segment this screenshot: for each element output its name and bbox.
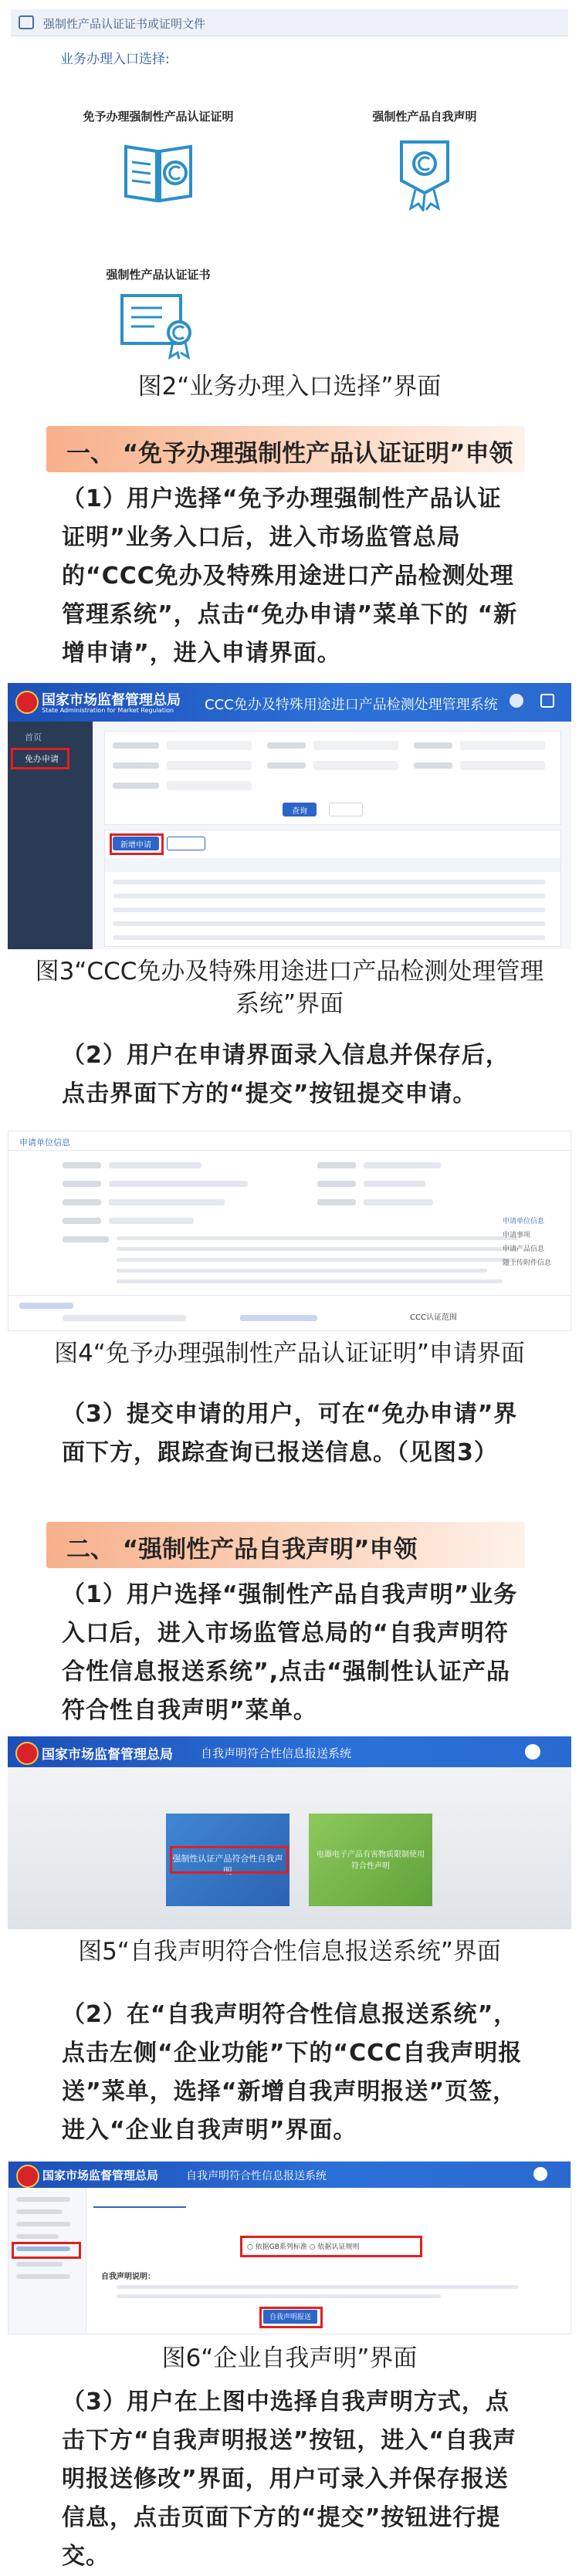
side-tab-applicant[interactable]: 申请单位信息	[503, 1218, 545, 1225]
section2-step2: （2）在“自我声明符合性信息报送系统”，点击左侧“企业功能”下的“CCC自我声明报送”菜单，选择“新增自我声明报送”页签，进入“企业自我声明”界面。	[62, 2001, 523, 2144]
fig6-org-name: 国家市场监督管理总局	[42, 2169, 159, 2182]
section2-header	[46, 1522, 525, 1568]
fig6-caption: 图6“企业自我声明”界面	[161, 2344, 418, 2372]
fig3-search-form	[104, 731, 561, 825]
fig5-hero	[8, 1767, 571, 1929]
fig3-org-name: 国家市场监督管理总局	[42, 692, 181, 708]
emblem-icon	[15, 1742, 39, 1765]
fig5-screenshot	[8, 1736, 571, 1929]
certificate-ccc-icon	[117, 291, 202, 360]
entry-label-self: 强制性产品自我声明	[372, 110, 477, 123]
fig6-topbar	[8, 2162, 571, 2188]
fig3-add-button[interactable]: 新增申请	[113, 837, 159, 850]
fig3-topbar	[8, 683, 571, 722]
fig6-note-label: 自我声明说明：	[101, 2273, 155, 2281]
fig4-side-tabs	[503, 1215, 569, 1292]
fig3-system-title: CCC免办及特殊用途进口产品检测处理管理系统	[205, 697, 498, 713]
table-row	[113, 921, 545, 926]
fig4-screenshot	[8, 1131, 571, 1331]
emblem-icon	[16, 2165, 39, 2188]
section2-step1: （1）用户选择“强制性产品自我声明”业务入口后，进入市场监管总局的“自我声明符合性信息报送系统”,点击“强制性认证产品符合性自我声明”菜单。	[62, 1581, 518, 1724]
section1-step3: （3）提交申请的用户，可在“免办申请”界面下方，跟踪查询已报送信息。（见图3）	[62, 1401, 518, 1466]
fig3-table-header	[105, 858, 560, 872]
emblem-icon	[15, 691, 39, 714]
fig6-option-text: ○ 依据GB系列标准 ○ 依据认证规则	[247, 2243, 360, 2251]
side-tab-product[interactable]: 申请产品信息	[503, 1246, 545, 1253]
fig6-system-title: 自我声明符合性信息报送系统	[186, 2170, 327, 2182]
section2-step3: （3）用户在上图中选择自我声明方式，点击下方“自我声明报送”按钮，进入“自我声明报送修改”界面，用户可录入并保存报送信息，点击页面下方的“提交”按钮进行提交。	[62, 2388, 517, 2570]
fig5-system-title: 自我声明符合性信息报送系统	[201, 1746, 352, 1760]
fig4-section-label: 申请单位信息	[19, 1138, 70, 1148]
fig6-highlight-submit	[259, 2307, 323, 2328]
fig3-highlight-add	[110, 833, 164, 855]
entry-self-declaration[interactable]	[340, 108, 510, 232]
table-row	[113, 908, 545, 912]
entry-label-exempt: 免予办理强制性产品认证证明	[83, 110, 234, 123]
fig5-tile-left-label: 强制性认证产品符合性自我声明	[172, 1854, 283, 1876]
section1-title: 一、 “免予办理强制性产品认证证明”申领	[66, 440, 513, 468]
fig6-submit-button[interactable]: 自我声明报送	[263, 2310, 317, 2324]
fig6-highlight-menu	[12, 2242, 81, 2259]
fig3-screenshot	[8, 683, 571, 949]
entry-label: 业务办理入口选择:	[60, 52, 170, 67]
fig3-caption: 图3“CCC免办及特殊用途进口产品检测处理管理系统”界面	[35, 958, 544, 1018]
fig5-topbar	[8, 1736, 571, 1767]
table-row	[113, 880, 545, 884]
fig3-org-name-en: State Administration for Market Regulation	[42, 707, 174, 714]
entry-ccc-certificate[interactable]	[62, 266, 255, 367]
book-ccc-icon	[120, 136, 197, 205]
fig3-reset-button[interactable]	[329, 803, 363, 816]
fig4-caption: 图4“免予办理强制性产品认证证明”申请界面	[54, 1340, 525, 1367]
sidebar-item-exempt[interactable]: 免办申请	[25, 754, 59, 764]
logout-icon[interactable]	[540, 694, 554, 708]
entry-label-cert: 强制性产品认证证书	[106, 268, 211, 282]
fig5-highlight-tile	[170, 1846, 289, 1874]
fig5-caption: 图5“自我声明符合性信息报送系统”界面	[78, 1938, 501, 1966]
user-icon[interactable]	[510, 694, 523, 708]
fig3-export-button[interactable]	[167, 837, 205, 850]
section1-step2: （2）用户在申请界面录入信息并保存后，点击界面下方的“提交”按钮提交申请。	[62, 1042, 510, 1107]
table-row	[113, 935, 545, 940]
fig5-tile-right-label: 电器电子产品有害物质限制使用符合性声明	[317, 1851, 425, 1871]
fig3-sidebar	[8, 722, 93, 949]
user-avatar[interactable]	[525, 1744, 540, 1760]
fig3-highlight-menu	[11, 748, 69, 769]
side-tab-matters[interactable]: 申请事项	[503, 1232, 531, 1239]
doc-header	[11, 9, 568, 36]
user-avatar[interactable]	[533, 2167, 547, 2181]
fig6-option-box[interactable]	[240, 2236, 422, 2257]
doc-title: 强制性产品认证证书或证明文件	[43, 17, 206, 31]
menu-icon	[19, 15, 34, 29]
fig2-caption: 图2“业务办理入口选择”界面	[137, 373, 442, 401]
section1-step1: （1）用户选择“免予办理强制性产品认证证明”业务入口后，进入市场监管总局的“CCC免办及特殊用途进口产品检测处理管理系统”，点击“免办申请”菜单下的 “新增申请”，进入申请界面。	[62, 485, 518, 667]
fig5-tile-rohs[interactable]	[309, 1814, 432, 1906]
fig5-org-name: 国家市场监督管理总局	[42, 1747, 173, 1763]
fig6-sidebar	[8, 2188, 86, 2334]
ccc-badge-icon	[394, 134, 455, 211]
side-tab-attachments[interactable]: 随上传附件信息	[503, 1259, 552, 1267]
fig4-footer-label: CCC认证范围	[410, 1313, 457, 1322]
fig3-search-button[interactable]: 查询	[283, 803, 317, 816]
section2-title: 二、 “强制性产品自我声明”申领	[66, 1536, 418, 1564]
entry-exempt-certificate[interactable]	[62, 108, 255, 232]
fig6-screenshot	[8, 2161, 571, 2334]
sidebar-item-home[interactable]: 首页	[25, 732, 42, 742]
fig3-list-panel	[104, 830, 561, 947]
section1-header	[46, 426, 525, 472]
table-row	[113, 894, 545, 898]
